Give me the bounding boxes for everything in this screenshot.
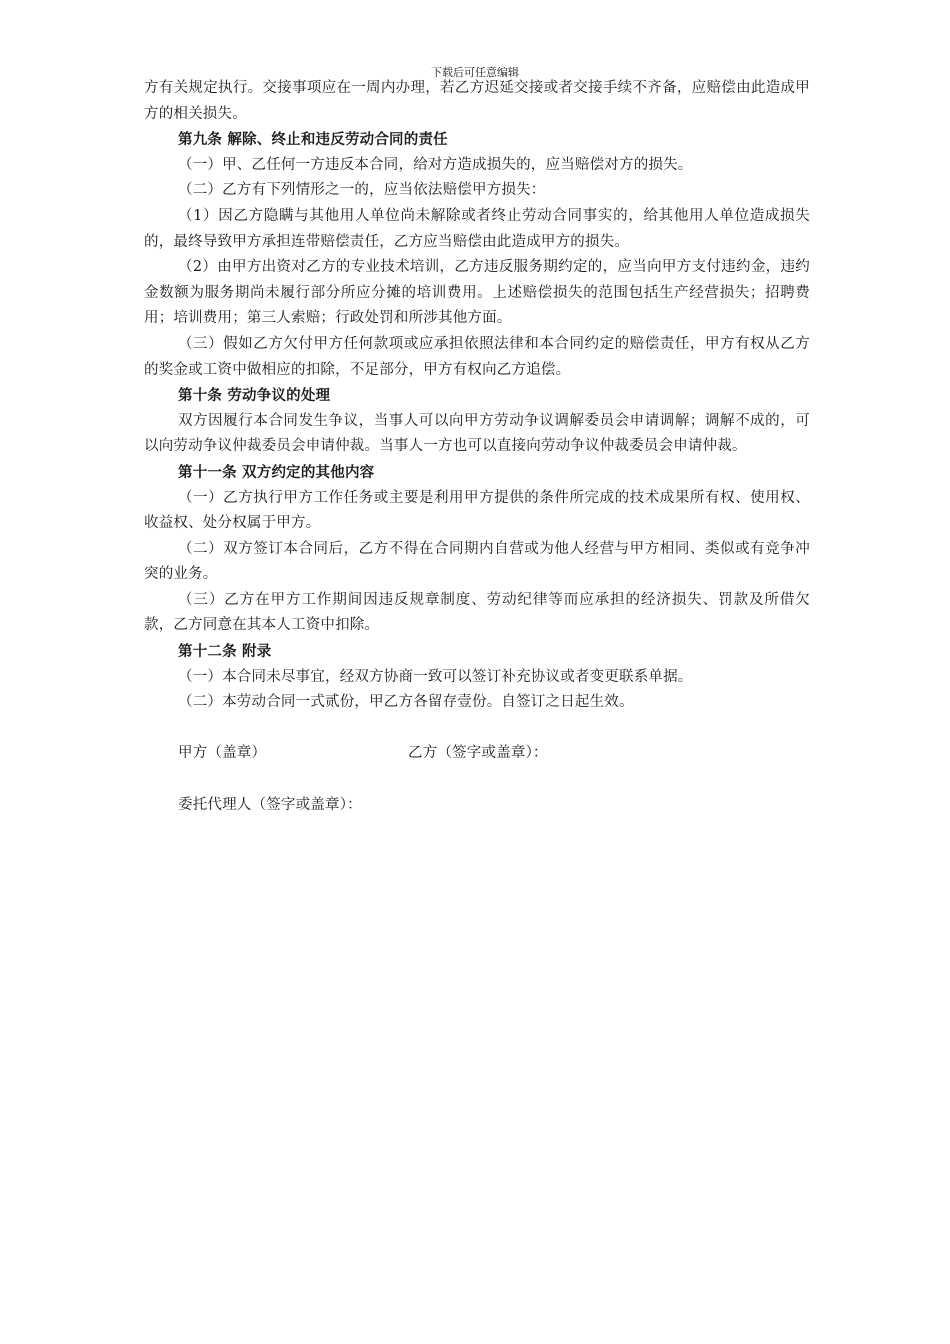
- article-9-paragraph: （三）假如乙方欠付甲方任何款项或应承担依照法律和本合同约定的赔偿责任，甲方有权从乙方的奖金或工资中做相应的扣除，不足部分，甲方有权向乙方追偿。: [144, 335, 810, 378]
- article-12-paragraph: （一）本合同未尽事宜，经双方协商一致可以签订补充协议或者变更联系单据。: [178, 668, 693, 685]
- article-9-paragraph: （1）因乙方隐瞒与其他用人单位尚未解除或者终止劳动合同事实的，给其他用人单位造成损失的，最终导致甲方承担连带赔偿责任，乙方应当赔偿由此造成甲方的损失。: [144, 207, 810, 250]
- signature-row: [144, 741, 810, 767]
- party-a-signature-label: 甲方（盖章）: [178, 745, 267, 762]
- article-9-paragraph: （一）甲、乙任何一方违反本合同，给对方造成损失的，应当赔偿对方的损失。: [178, 156, 693, 173]
- article-9-paragraph: （2）由甲方出资对乙方的专业技术培训，乙方违反服务期约定的，应当向甲方支付违约金，违约金数额为服务期尚未履行部分所应分摊的培训费用。上述赔偿损失的范围包括生产经营损失；招聘费用；培训费用；第三人索赔；行政处罚和所涉其他方面。: [144, 259, 810, 327]
- party-b-signature-label: 乙方（签字或盖章）：: [408, 745, 548, 762]
- article-12-paragraph: （二）本劳动合同一式贰份，甲乙方各留存壹份。自签订之日起生效。: [178, 694, 634, 711]
- article-11-paragraph: （二）双方签订本合同后，乙方不得在合同期内自营或为他人经营与甲方相同、类似或有竞争冲突的业务。: [144, 540, 810, 583]
- paragraph-intro: 方有关规定执行。交接事项应在一周内办理，若乙方迟延交接或者交接手续不齐备，应赔偿由此造成甲方的相关损失。: [144, 80, 810, 122]
- article-11-paragraph: （三）乙方在甲方工作期间因违反规章制度、劳动纪律等而应承担的经济损失、罚款及所借欠款，乙方同意在其本人工资中扣除。: [144, 591, 810, 634]
- article-10-title: 第十条 劳动争议的处理: [178, 387, 331, 405]
- article-9-title: 第九条 解除、终止和违反劳动合同的责任: [178, 131, 448, 149]
- page-header-note: 下载后可任意编辑: [431, 66, 519, 79]
- document-body: [144, 76, 810, 818]
- article-9-paragraph: （二）乙方有下列情形之一的，应当依法赔偿甲方损失：: [178, 182, 546, 199]
- agent-signature-label: 委托代理人（签字或盖章）：: [178, 796, 362, 813]
- article-12-title: 第十二条 附录: [178, 643, 272, 661]
- article-11-title: 第十一条 双方约定的其他内容: [178, 463, 375, 481]
- article-11-paragraph: （一）乙方执行甲方工作任务或主要是利用甲方提供的条件所完成的技术成果所有权、使用权、收益权、处分权属于甲方。: [144, 489, 810, 532]
- article-10-paragraph: 双方因履行本合同发生争议，当事人可以向甲方劳动争议调解委员会申请调解；调解不成的，可以向劳动争议仲裁委员会申请仲裁。当事人一方也可以直接向劳动争议仲裁委员会申请仲裁。: [144, 412, 810, 455]
